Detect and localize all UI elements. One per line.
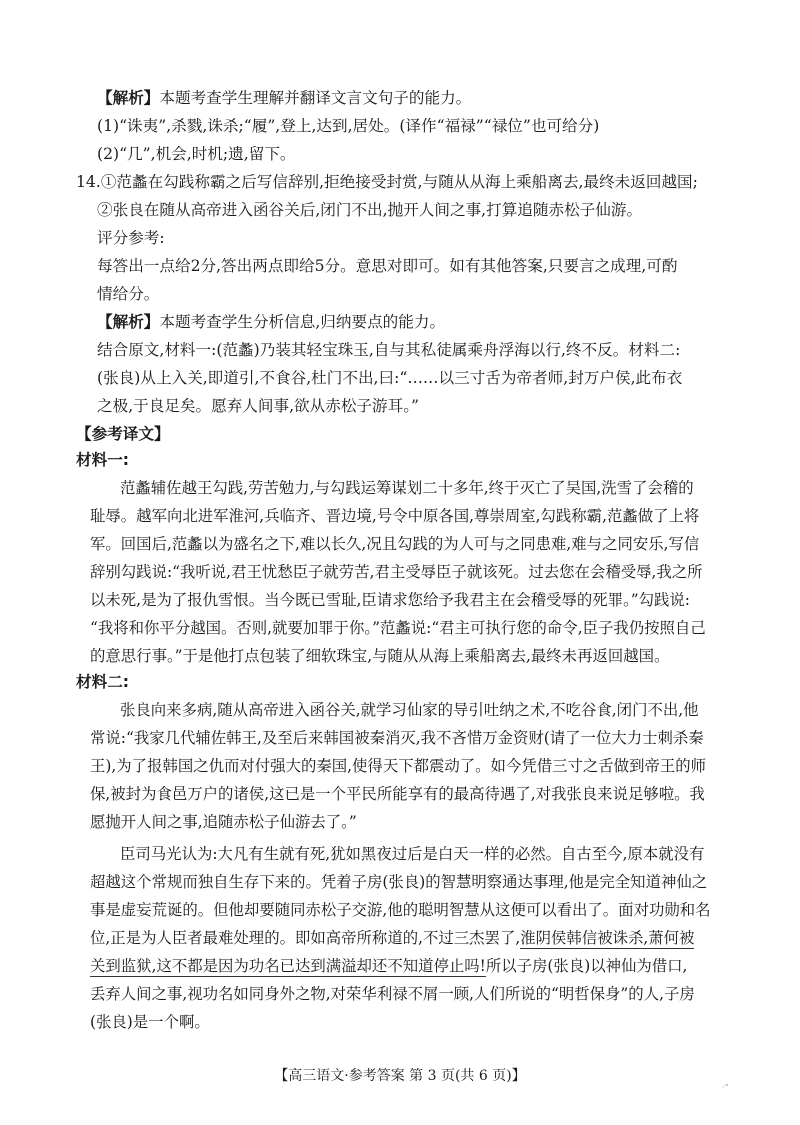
commentary-text: 所以子房(张良)以神仙为借口, xyxy=(485,957,688,975)
q14-scoring-title: 评分参考: xyxy=(97,229,165,247)
material-2-title: 材料二: xyxy=(76,673,130,691)
material-2-line: 保,被封为食邑万户的诸侯,这已是一个平民所能享有的最高待遇了,对我张良来说足够啦。我 xyxy=(90,785,705,803)
material-2-line: 常说:“我家几代辅佐韩王,及至后来韩国被秦消灭,我不吝惜万金资财(请了一位大力士刺杀秦 xyxy=(90,729,704,747)
q14-analysis-line-2: (张良)从上入关,即道引,不食谷,杜门不出,曰:“……以三寸舌为帝者师,封万户侯,此布衣 xyxy=(97,369,683,387)
commentary-line: (张良)是一个啊。 xyxy=(90,1013,210,1031)
q14-answer-2: ②张良在随从高帝进入函谷关后,闭门不出,抛开人间之事,打算追随赤松子仙游。 xyxy=(97,201,643,219)
material-1-line: 辞别勾践说:“我听说,君王忧愁臣子就劳苦,君主受辱臣子就该死。过去您在会稽受辱,我之所 xyxy=(90,563,703,581)
q14-analysis-line-3: 之极,于良足矣。愿弃人间事,欲从赤松子游耳。” xyxy=(97,397,419,415)
q14-scoring-line-1: 每答出一点给2分,答出两点即给5分。意思对即可。如有其他答案,只要言之成理,可酌 xyxy=(97,257,678,275)
commentary-line: 臣司马光认为:大凡有生就有死,犹如黑夜过后是白天一样的必然。自古至今,原本就没有 xyxy=(120,845,705,863)
material-1-line: 军。回国后,范蠡以为盛名之下,难以长久,况且勾践的为人可与之同患难,难与之同安乐,写信 xyxy=(90,535,700,553)
analysis-label: 【解析】 xyxy=(97,89,160,107)
material-2-line: 王),为了报韩国之仇而对付强大的秦国,使得天下都震动了。如今凭借三寸之舌做到帝王的师 xyxy=(90,757,707,775)
commentary-line: 超越这个常规而独自生存下来的。凭着子房(张良)的智慧明察通达事理,他是完全知道神仙之 xyxy=(90,873,708,891)
commentary-line-underlined xyxy=(90,952,687,980)
corner-mark: ·“ xyxy=(722,1083,729,1092)
q14-number: 14. xyxy=(76,173,101,191)
analysis-text: 本题考查学生理解并翻译文言文句子的能力。 xyxy=(159,89,472,107)
q13-point-1: (1)“诛夷”,杀戮,诛杀;“履”,登上,达到,居处。(译作“福禄”“禄位”也可给分) xyxy=(97,117,600,135)
commentary-text: 位,正是为人臣者最难处理的。即如高帝所称道的,不过三杰罢了, xyxy=(90,929,521,947)
q13-analysis xyxy=(97,84,471,112)
underlined-sentence-part-1: 淮阴侯韩信被诛杀,萧何被 xyxy=(520,929,695,947)
material-1-line: “我将和你平分越国。否则,就要加罪于你。”范蠡说:“君主可执行您的命令,臣子我仍按照自己 xyxy=(90,619,706,637)
q14-scoring-line-2: 情给分。 xyxy=(97,285,160,303)
q14-analysis xyxy=(97,308,445,336)
q13-point-2: (2)“几”,机会,时机;遗,留下。 xyxy=(97,145,296,163)
material-2-line: 张良向来多病,随从高帝进入函谷关,就学习仙家的导引吐纳之术,不吃谷食,闭门不出,他 xyxy=(120,701,699,719)
page-footer: 【高三语文·参考答案 第 3 页(共 6 页)】 xyxy=(274,1068,526,1084)
material-1-line: 耻辱。越军向北进军淮河,兵临齐、晋边境,号令中原各国,尊崇周室,勾践称霸,范蠡做了上将 xyxy=(90,507,700,525)
material-1-title: 材料一: xyxy=(76,451,130,469)
material-2-line: 愿抛开人间之事,追随赤松子仙游去了。” xyxy=(90,813,357,831)
q14-analysis-line-1: 结合原文,材料一:(范蠡)乃装其轻宝珠玉,自与其私徒属乘舟浮海以行,终不反。材料二: xyxy=(97,341,681,359)
analysis-label: 【解析】 xyxy=(97,313,160,331)
commentary-line: 丢弃人间之事,视功名如同身外之物,对荣华利禄不屑一顾,人们所说的“明哲保身”的人,子房 xyxy=(90,985,695,1003)
material-1-line: 范蠡辅佐越王勾践,劳苦勉力,与勾践运筹谋划二十多年,终于灭亡了吴国,洗雪了会稽的 xyxy=(120,479,694,497)
translation-heading: 【参考译文】 xyxy=(76,425,170,443)
commentary-line-underlined xyxy=(90,924,694,952)
q14-answer-1 xyxy=(76,168,698,196)
underlined-sentence-part-2: 关到监狱,这不都是因为功名已达到满溢却还不知道停止吗! xyxy=(90,957,486,975)
material-1-line: 以未死,是为了报仇雪恨。当今既已雪耻,臣请求您给予我君主在会稽受辱的死罪。”勾践说: xyxy=(90,591,690,609)
q14-answer-1-text: ①范蠡在勾践称霸之后写信辞别,拒绝接受封赏,与随从从海上乘船离去,最终未返回越国; xyxy=(100,173,698,191)
material-1-line: 的意思行事。”于是他打点包装了细软珠宝,与随从从海上乘船离去,最终未再返回越国。 xyxy=(90,647,670,665)
commentary-line: 事是虚妄荒诞的。但他却要随同赤松子交游,他的聪明智慧从这便可以看出了。面对功勋和名 xyxy=(90,901,711,919)
analysis-text: 本题考查学生分析信息,归纳要点的能力。 xyxy=(159,313,446,331)
